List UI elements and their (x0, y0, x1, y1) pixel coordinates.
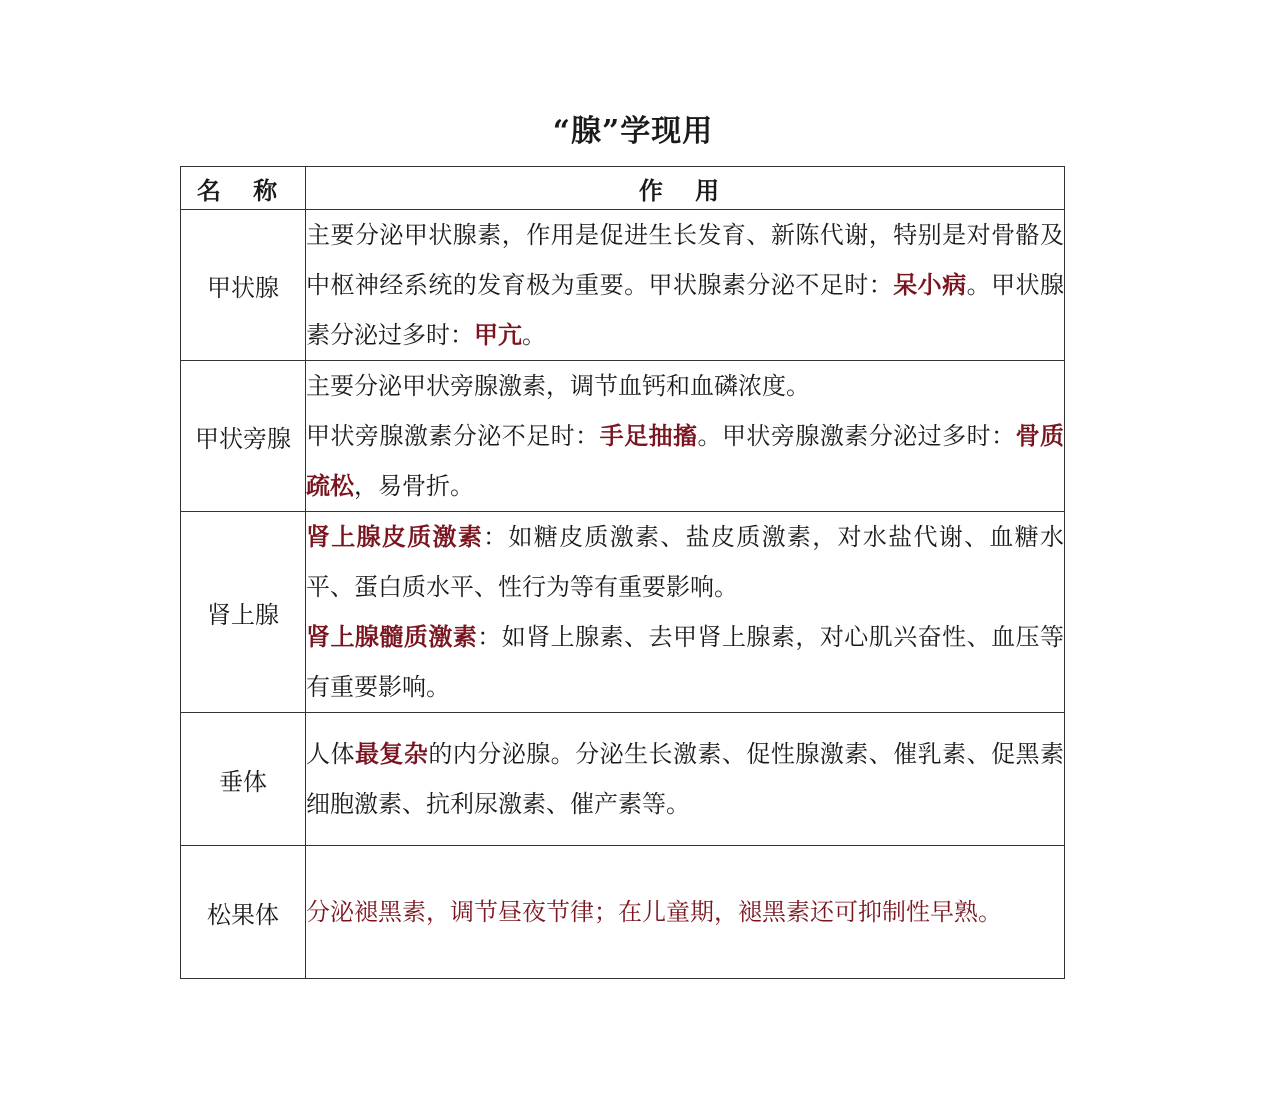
highlight-term: 肾上腺皮质激素 (306, 522, 484, 551)
highlight-term: 最复杂 (354, 739, 429, 768)
row-name-parathyroid: 甲状旁腺 (181, 361, 306, 512)
function-text: ，易骨折。 (354, 472, 474, 500)
row-function-adrenal (306, 512, 1065, 713)
header-function: 作 用 (306, 167, 1065, 210)
row-name-pituitary: 垂体 (181, 713, 306, 846)
header-name: 名 称 (181, 167, 306, 210)
table-row (181, 210, 1065, 361)
function-text: 的内分泌腺。分泌生长激素、促性腺激素、催乳素、促黑素细胞激素、抗利尿激素、催产素等。 (306, 740, 1065, 818)
table-header-row (181, 167, 1065, 210)
row-function-pituitary (306, 713, 1065, 846)
row-name-thyroid: 甲状腺 (181, 210, 306, 361)
highlight-term: 呆小病 (893, 270, 967, 299)
function-text: 人体 (306, 740, 355, 768)
highlight-term: 甲亢 (474, 320, 522, 349)
function-text: ：如糖皮质激素、盐皮质激素，对水盐代谢、血糖水平、蛋白质水平、性行为等有重要影响。 (306, 523, 1064, 601)
table-row (181, 713, 1065, 846)
page-title: “腺”学现用 (552, 114, 714, 149)
function-text: 。甲状腺素分泌过多时： (306, 271, 1065, 349)
row-name-pineal: 松果体 (181, 846, 306, 979)
table-row (181, 846, 1065, 979)
row-function-parathyroid (306, 361, 1065, 512)
gland-function-table (180, 166, 1065, 979)
highlight-term: 肾上腺髓质激素 (306, 622, 478, 651)
table-row (181, 361, 1065, 512)
row-name-adrenal: 肾上腺 (181, 512, 306, 713)
highlight-sentence: 分泌褪黑素，调节昼夜节律；在儿童期，褪黑素还可抑制性早熟。 (306, 898, 1002, 926)
function-text: 主要分泌甲状腺素，作用是促进生长发育、新陈代谢，特别是对骨骼及中枢神经系统的发育极为重要。甲状腺素分泌不足时： (306, 221, 1064, 299)
table-row (181, 512, 1065, 713)
function-text: ：如肾上腺素、去甲肾上腺素，对心肌兴奋性、血压等有重要影响。 (306, 623, 1065, 701)
function-text: 甲状旁腺激素分泌不足时： (306, 422, 600, 450)
highlight-term: 骨质疏松 (306, 421, 1065, 500)
function-text: 。 (522, 321, 546, 349)
row-function-thyroid (306, 210, 1065, 361)
function-text: 。甲状旁腺激素分泌过多时： (697, 422, 1016, 450)
highlight-term: 手足抽搐 (599, 421, 698, 450)
function-text: 主要分泌甲状旁腺激素，调节血钙和血磷浓度。 (306, 372, 810, 400)
row-function-pineal (306, 846, 1065, 979)
